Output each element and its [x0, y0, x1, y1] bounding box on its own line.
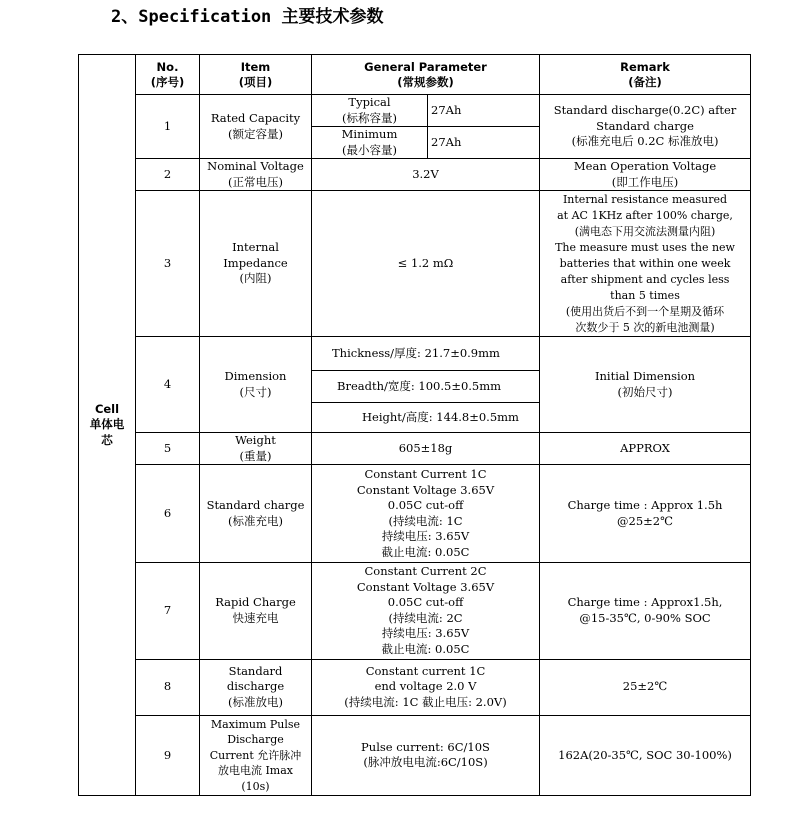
- item-cell: [200, 191, 312, 337]
- param-line: Constant Current 1C: [364, 467, 487, 482]
- param-line: 持续电压: 3.65V: [381, 529, 470, 544]
- header-item-en: Item: [240, 59, 271, 74]
- item-line: 放电电流 Imax: [217, 764, 294, 778]
- item-en: Nominal Voltage: [207, 159, 304, 174]
- remark-line: 次数少于 5 次的新电池测量): [575, 320, 715, 334]
- item-zh: (重量): [239, 448, 272, 463]
- item-en: Impedance: [223, 255, 288, 270]
- header-item-zh: (项目): [238, 74, 273, 89]
- item-cell: [200, 159, 312, 191]
- height-cell: Height/高度: 144.8±0.5mm: [312, 403, 540, 433]
- remark-line: batteries that within one week: [559, 256, 731, 270]
- item-line: Discharge: [227, 733, 284, 747]
- remark-line: (初始尺寸): [617, 384, 673, 399]
- param-line: Constant Voltage 3.65V: [356, 482, 495, 497]
- item-cell: [200, 337, 312, 433]
- header-remark-en: Remark: [620, 59, 670, 74]
- item-zh: (标准充电): [228, 513, 283, 528]
- remark-cell: APPROX: [540, 433, 751, 465]
- table-row: [79, 562, 751, 659]
- param-line: end voltage 2.0 V: [374, 679, 477, 694]
- item-zh: (正常电压): [228, 174, 283, 189]
- header-no: [136, 55, 200, 95]
- remark-line: Standard charge: [596, 118, 694, 133]
- item-cell: [200, 715, 312, 795]
- table-header-row: [79, 55, 751, 95]
- minimum-label-en: Minimum: [341, 127, 398, 142]
- item-cell: [200, 433, 312, 465]
- remark-cell: [540, 191, 751, 337]
- minimum-label-zh: (最小容量): [342, 142, 397, 157]
- item-en: Rapid Charge: [215, 595, 296, 610]
- item-en: discharge: [226, 679, 285, 694]
- remark-line: Charge time : Approx1.5h,: [567, 595, 723, 610]
- remark-line: at AC 1KHz after 100% charge,: [557, 208, 733, 222]
- remark-line: The measure must uses the new: [555, 240, 735, 254]
- row-number: 6: [136, 465, 200, 562]
- table-row: [79, 95, 751, 127]
- param-line: (持续电流: 2C: [388, 610, 463, 625]
- category-zh-2: 芯: [101, 432, 113, 447]
- param-line: Constant current 1C: [365, 663, 486, 678]
- remark-line: Internal resistance measured: [562, 192, 728, 206]
- row-number: 1: [136, 95, 200, 159]
- remark-line: @15-35℃, 0-90% SOC: [579, 610, 711, 625]
- category-en: Cell: [94, 401, 120, 416]
- remark-line: (即工作电压): [611, 174, 679, 189]
- typical-label-en: Typical: [348, 95, 391, 110]
- header-param-en: General Parameter: [364, 59, 487, 74]
- minimum-value: 27Ah: [428, 127, 540, 159]
- item-cell: [200, 659, 312, 715]
- param-line: 0.05C cut-off: [387, 595, 464, 610]
- header-remark: [540, 55, 751, 95]
- item-en: Internal: [232, 240, 279, 255]
- header-remark-zh: (备注): [628, 74, 662, 89]
- param-line: (持续电流: 1C 截止电压: 2.0V): [344, 694, 507, 709]
- item-en: Standard charge: [206, 498, 305, 513]
- row-number: 8: [136, 659, 200, 715]
- header-no-zh: (序号): [150, 74, 185, 89]
- table-row: [79, 159, 751, 191]
- param-line: Constant Voltage 3.65V: [356, 579, 495, 594]
- remark-line: after shipment and cycles less: [560, 272, 730, 286]
- table-row: [79, 191, 751, 337]
- remark-line: (使用出货后不到一个星期及循环: [565, 304, 725, 318]
- remark-line: @25±2℃: [617, 513, 673, 528]
- param-line: Pulse current: 6C/10S: [361, 739, 490, 754]
- table-row: [79, 715, 751, 795]
- remark-cell: [540, 159, 751, 191]
- param-cell: [312, 562, 540, 659]
- remark-line: Charge time : Approx 1.5h: [567, 498, 723, 513]
- param-line: 持续电压: 3.65V: [381, 626, 470, 641]
- typical-label-zh: (标称容量): [342, 110, 397, 125]
- item-zh: 快速充电: [232, 610, 279, 625]
- item-cell: [200, 95, 312, 159]
- remark-line: Standard discharge(0.2C) after: [553, 103, 737, 118]
- remark-line: (标准充电后 0.2C 标准放电): [571, 134, 719, 149]
- header-item: [200, 55, 312, 95]
- remark-cell: [540, 95, 751, 159]
- param-cell: [312, 715, 540, 795]
- remark-line: (满电态下用交流法测量内阻): [574, 224, 716, 238]
- row-number: 5: [136, 433, 200, 465]
- row-number: 7: [136, 562, 200, 659]
- row-number: 9: [136, 715, 200, 795]
- item-zh: (内阻): [239, 271, 272, 286]
- param-line: 截止电流: 0.05C: [381, 641, 470, 656]
- row-number: 3: [136, 191, 200, 337]
- minimum-label: [312, 127, 428, 159]
- param-cell: ≤ 1.2 mΩ: [312, 191, 540, 337]
- item-cell: [200, 562, 312, 659]
- item-en: Weight: [235, 433, 276, 448]
- remark-line: than 5 times: [610, 288, 680, 302]
- param-line: (持续电流: 1C: [388, 513, 463, 528]
- remark-line: Initial Dimension: [594, 369, 696, 384]
- item-line: Current 允许脉冲: [209, 748, 302, 762]
- thickness-cell: Thickness/厚度: 21.7±0.9mm: [312, 337, 540, 371]
- specification-table: [78, 54, 751, 796]
- table-row: [79, 337, 751, 371]
- item-zh: (额定容量): [228, 126, 283, 141]
- param-line: 0.05C cut-off: [387, 498, 464, 513]
- table-row: [79, 659, 751, 715]
- param-cell: 3.2V: [312, 159, 540, 191]
- item-zh: (标准放电): [228, 694, 283, 709]
- item-en: Rated Capacity: [210, 111, 301, 126]
- breadth-cell: Breadth/宽度: 100.5±0.5mm: [312, 371, 540, 403]
- param-cell: [312, 465, 540, 562]
- param-line: 截止电流: 0.05C: [381, 544, 470, 559]
- param-line: Constant Current 2C: [364, 564, 487, 579]
- table-row: [79, 465, 751, 562]
- remark-cell: [540, 337, 751, 433]
- category-cell: [79, 55, 136, 796]
- item-zh: (尺寸): [239, 384, 272, 399]
- param-line: (脉冲放电电流:6C/10S): [363, 755, 488, 770]
- item-cell: [200, 465, 312, 562]
- table-row: [79, 433, 751, 465]
- item-line: Maximum Pulse: [210, 717, 301, 731]
- remark-cell: 162A(20-35℃, SOC 30-100%): [540, 715, 751, 795]
- header-param: [312, 55, 540, 95]
- row-number: 2: [136, 159, 200, 191]
- remark-cell: [540, 562, 751, 659]
- section-heading: 2、Specification 主要技术参数: [111, 7, 384, 27]
- item-en: Standard: [228, 663, 283, 678]
- param-cell: 605±18g: [312, 433, 540, 465]
- param-cell: [312, 659, 540, 715]
- remark-cell: [540, 465, 751, 562]
- category-zh: 单体电: [89, 417, 125, 432]
- remark-line: Mean Operation Voltage: [573, 159, 717, 174]
- typical-value: 27Ah: [428, 95, 540, 127]
- item-en: Dimension: [224, 369, 287, 384]
- header-no-en: No.: [156, 59, 179, 74]
- row-number: 4: [136, 337, 200, 433]
- typical-label: [312, 95, 428, 127]
- item-line: (10s): [241, 779, 270, 793]
- remark-cell: 25±2℃: [540, 659, 751, 715]
- header-param-zh: (常规参数): [397, 74, 454, 89]
